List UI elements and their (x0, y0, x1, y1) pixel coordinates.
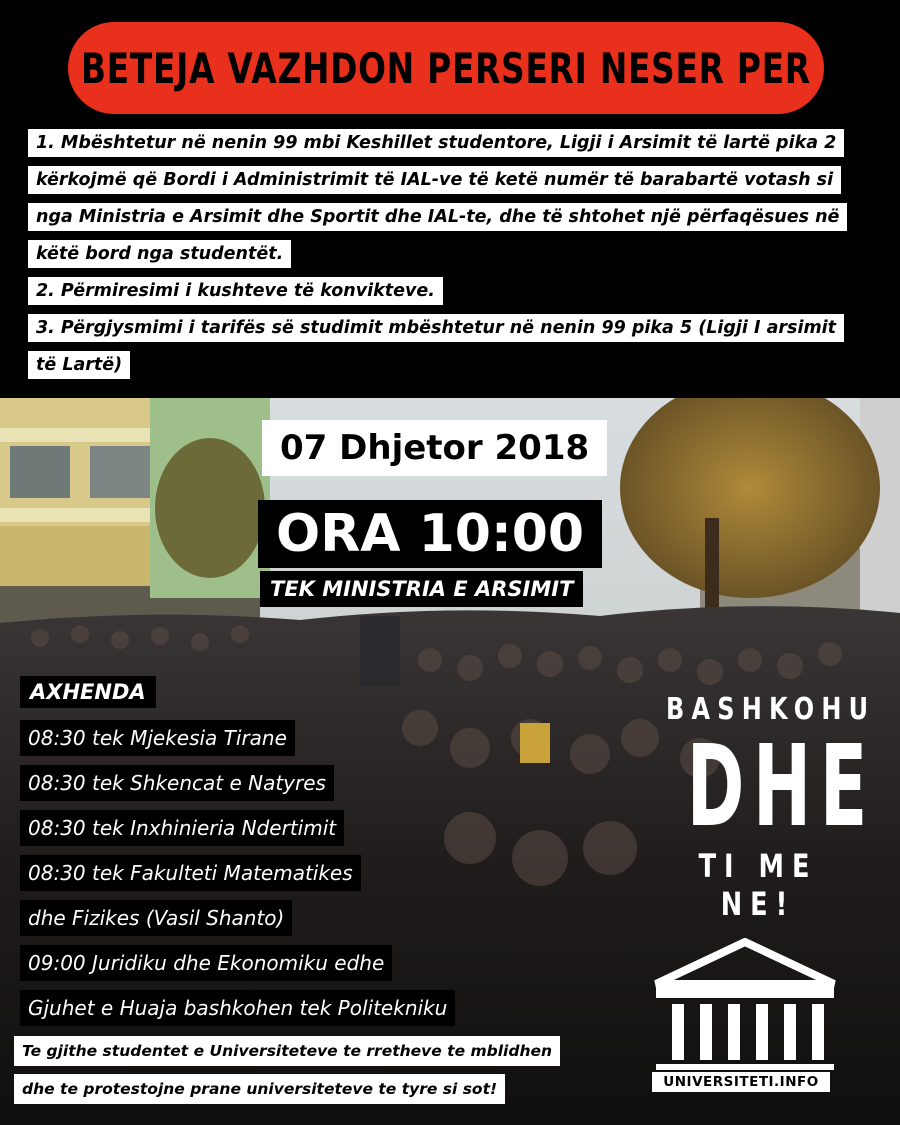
agenda-item (20, 720, 295, 756)
agenda-item (20, 810, 344, 846)
agenda-title-text: AXHENDA (30, 680, 146, 704)
agenda-item-text: dhe Fizikes (Vasil Shanto) (28, 906, 285, 930)
agenda-list (20, 720, 455, 1035)
event-time (258, 500, 602, 568)
slogan-line-1: BASHKOHU (666, 692, 876, 727)
demand-line: 2. Përmiresimi i kushteve të konvikteve. (28, 277, 443, 305)
regional-note (14, 1036, 560, 1112)
agenda-item (20, 990, 455, 1026)
agenda-item-text: Gjuhet e Huaja bashkohen tek Politekniku (28, 996, 448, 1020)
slogan-line-3: TI ME NE! (698, 847, 818, 923)
agenda-item (20, 765, 334, 801)
agenda-item (20, 945, 392, 981)
agenda-item-text: 09:00 Juridiku dhe Ekonomiku edhe (28, 951, 385, 975)
demand-line: kërkojmë që Bordi i Administrimit të IAL-ve të ketë numër të barabartë votash si (28, 166, 841, 194)
event-place-text: TEK MINISTRIA E ARSIMIT (270, 577, 574, 601)
slogan (643, 692, 876, 923)
agenda-item (20, 855, 361, 891)
note-line: dhe te protestojne prane universiteteve te tyre si sot! (14, 1074, 505, 1104)
agenda-item-text: 08:30 tek Inxhinieria Ndertimit (28, 816, 337, 840)
event-date-text: 07 Dhjetor 2018 (280, 428, 590, 468)
slogan-line-2: DHE (686, 722, 876, 852)
demand-line: këtë bord nga studentët. (28, 240, 291, 268)
agenda-item (20, 900, 292, 936)
event-time-text: ORA 10:00 (276, 504, 585, 564)
headline-banner (68, 22, 824, 114)
event-place (260, 571, 583, 607)
agenda-item-text: 08:30 tek Mjekesia Tirane (28, 726, 287, 750)
agenda-item-text: 08:30 tek Shkencat e Natyres (28, 771, 326, 795)
logo-label: UNIVERSITETI.INFO (652, 1072, 830, 1092)
headline-text: BETEJA VAZHDON PERSERI NESER PER (81, 43, 811, 93)
agenda-item-text: 08:30 tek Fakulteti Matematikes (28, 861, 353, 885)
note-line: Te gjithe studentet e Universiteteve te rretheve te mblidhen (14, 1036, 560, 1066)
agenda-title (20, 676, 156, 708)
demand-line: të Lartë) (28, 351, 130, 379)
demand-line: nga Ministria e Arsimit dhe Sportit dhe IAL-te, dhe të shtohet një përfaqësues në (28, 203, 847, 231)
demand-line: 1. Mbështetur në nenin 99 mbi Keshillet studentore, Ligji i Arsimit të lartë pika 2 (28, 129, 844, 157)
demand-line: 3. Përgjysmimi i tarifës së studimit mbështetur në nenin 99 pika 5 (Ligji I arsimit (28, 314, 844, 342)
event-date (262, 420, 607, 476)
demands-list (28, 129, 878, 388)
